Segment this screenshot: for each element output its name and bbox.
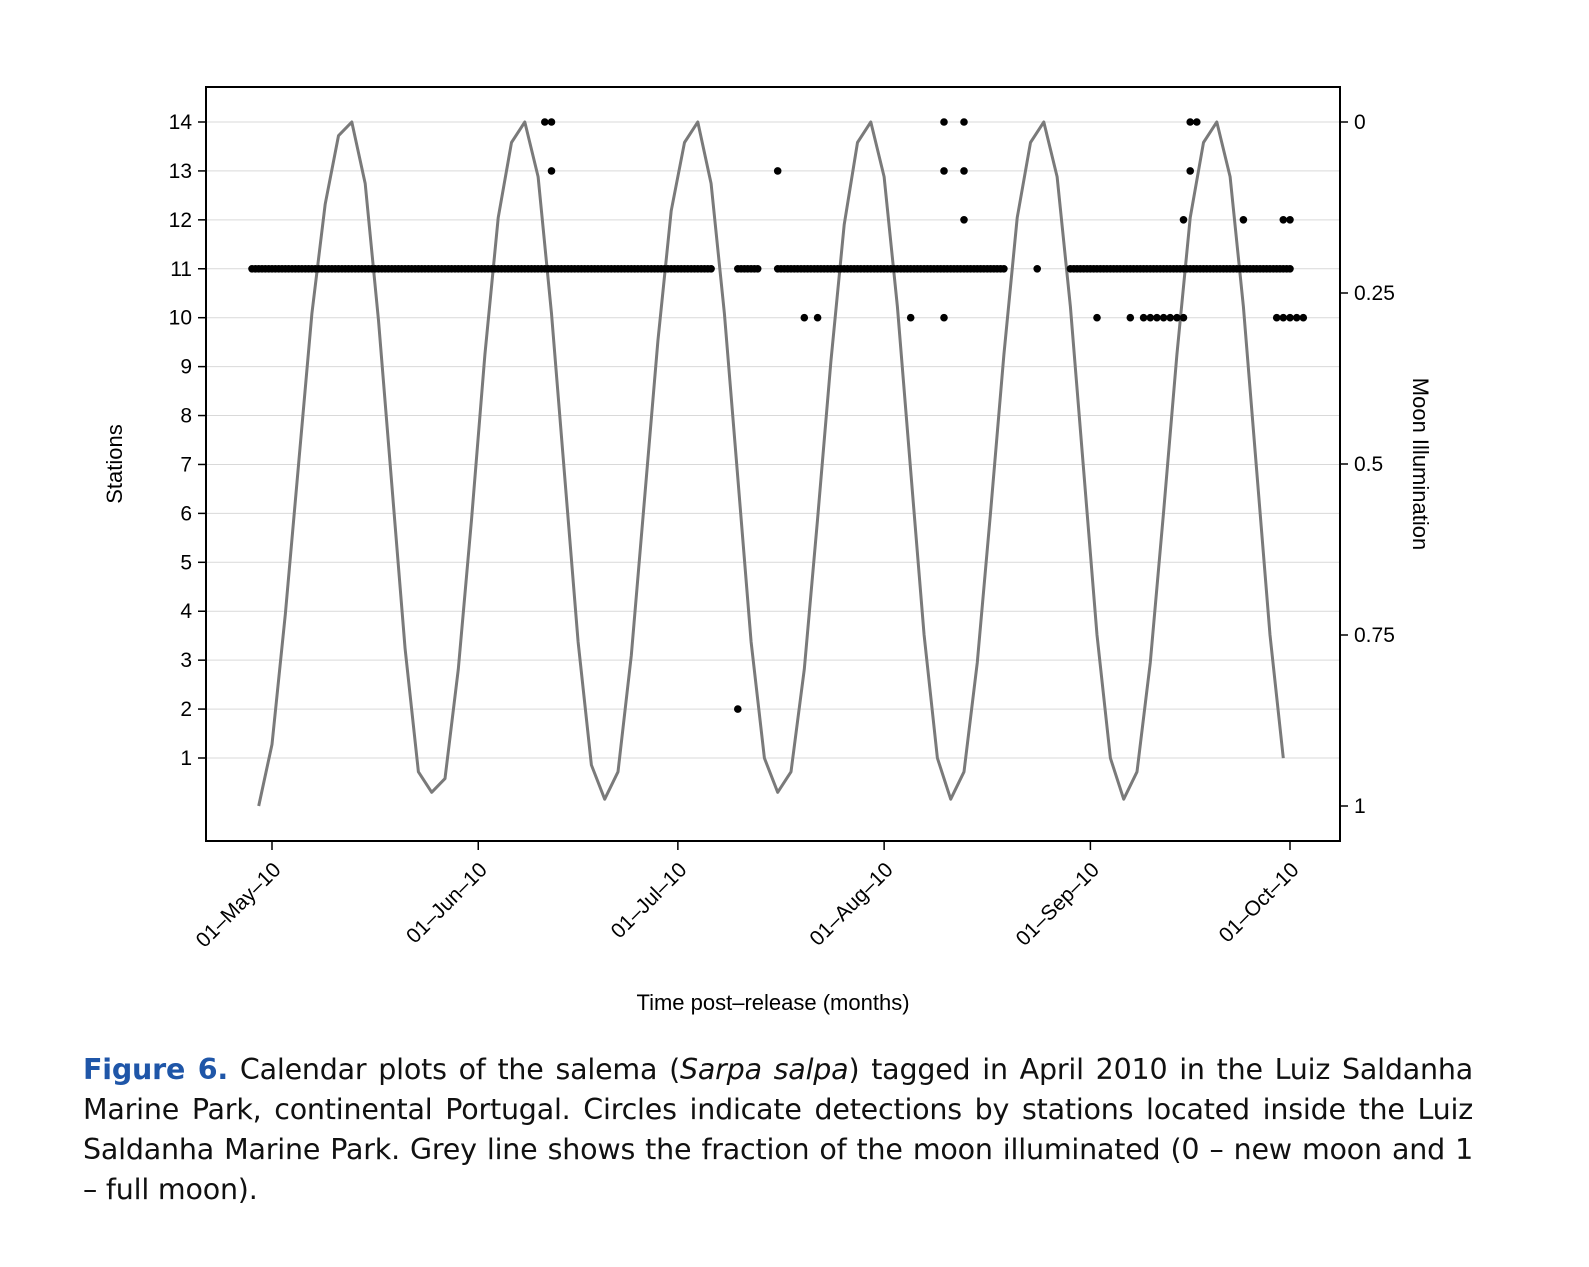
detection-point	[1186, 167, 1194, 175]
y2-tick-label: 0.75	[1354, 624, 1395, 647]
detection-point	[801, 314, 809, 322]
detection-point	[1180, 216, 1188, 224]
detection-point	[1153, 314, 1161, 322]
detection-point	[940, 167, 948, 175]
detection-point	[754, 265, 762, 273]
detection-point	[940, 314, 948, 322]
y-tick-label: 13	[168, 159, 192, 183]
detection-point	[960, 216, 968, 224]
detection-point	[1127, 314, 1135, 322]
detection-point	[907, 314, 915, 322]
figure-label: Figure 6.	[83, 1053, 229, 1086]
x-axis-title: Time post–release (months)	[636, 990, 910, 1015]
detection-point	[1273, 314, 1281, 322]
detection-point	[1280, 314, 1288, 322]
y2-tick-label: 0	[1354, 111, 1366, 134]
y-tick-label: 5	[180, 551, 192, 575]
y-tick-label: 14	[168, 111, 192, 134]
caption-text-2: ) tagged in April 2010 in the Luiz Saldanha Marine Park, continental Portugal. Circles indicate detections by stations located inside the Luiz Saldanha Marine Park. Grey line shows the fraction of the moon illuminated (0 – new moon and 1 – full moon).	[83, 1053, 1473, 1206]
detection-point	[1240, 216, 1248, 224]
figure-caption	[83, 1050, 1473, 1210]
detection-point	[814, 314, 822, 322]
detection-point	[1000, 265, 1008, 273]
detection-point	[1193, 118, 1201, 126]
detection-point	[1280, 216, 1288, 224]
x-tick-label: 01–Sep–10	[1011, 858, 1104, 951]
detection-point	[940, 118, 948, 126]
detection-point	[1093, 314, 1101, 322]
detection-point	[1160, 314, 1168, 322]
detection-point	[1173, 314, 1181, 322]
detection-point	[1286, 314, 1294, 322]
detection-point	[734, 705, 742, 713]
detection-point	[548, 118, 556, 126]
detection-point	[1293, 314, 1301, 322]
y-tick-label: 3	[180, 649, 192, 673]
detection-point	[1147, 314, 1155, 322]
y-axis-right	[1340, 111, 1395, 818]
x-tick-label: 01–Aug–10	[805, 858, 898, 951]
detection-point	[707, 265, 715, 273]
detection-point	[960, 118, 968, 126]
y2-tick-label: 0.5	[1354, 453, 1384, 476]
y-tick-label: 11	[170, 257, 192, 281]
y-tick-label: 8	[180, 404, 192, 428]
x-tick-label: 01–May–10	[191, 858, 286, 953]
detection-point	[1140, 314, 1148, 322]
y-axis-left	[169, 111, 206, 770]
detection-point	[1286, 216, 1294, 224]
x-axis	[192, 841, 1304, 952]
caption-text-1: Calendar plots of the salema (	[228, 1053, 680, 1086]
detection-point	[774, 167, 782, 175]
detection-point	[1180, 314, 1188, 322]
detection-point	[1033, 265, 1041, 273]
y2-tick-label: 1	[1354, 795, 1366, 818]
y2-tick-label: 0.25	[1354, 282, 1395, 305]
y-tick-label: 1	[180, 747, 192, 770]
y2-axis-title: Moon Illumination	[1408, 377, 1433, 551]
y-axis-title: Stations	[102, 424, 127, 504]
detection-point	[541, 118, 549, 126]
detection-point	[1286, 265, 1294, 273]
x-tick-label: 01–Jun–10	[402, 858, 492, 949]
y-tick-label: 10	[168, 306, 192, 330]
y-tick-label: 2	[180, 698, 192, 722]
y-tick-label: 7	[180, 453, 192, 477]
y-tick-label: 6	[180, 502, 192, 526]
species-name: Sarpa salpa	[680, 1053, 849, 1086]
x-tick-label: 01–Jul–10	[606, 858, 692, 944]
detection-point	[548, 167, 556, 175]
x-tick-label: 01–Oct–10	[1214, 858, 1304, 948]
detection-point	[1300, 314, 1308, 322]
detection-point	[1186, 118, 1194, 126]
y-tick-label: 4	[180, 600, 192, 624]
detection-point	[1166, 314, 1174, 322]
y-tick-label: 9	[180, 355, 192, 379]
y-tick-label: 12	[168, 208, 192, 232]
detection-point	[960, 167, 968, 175]
